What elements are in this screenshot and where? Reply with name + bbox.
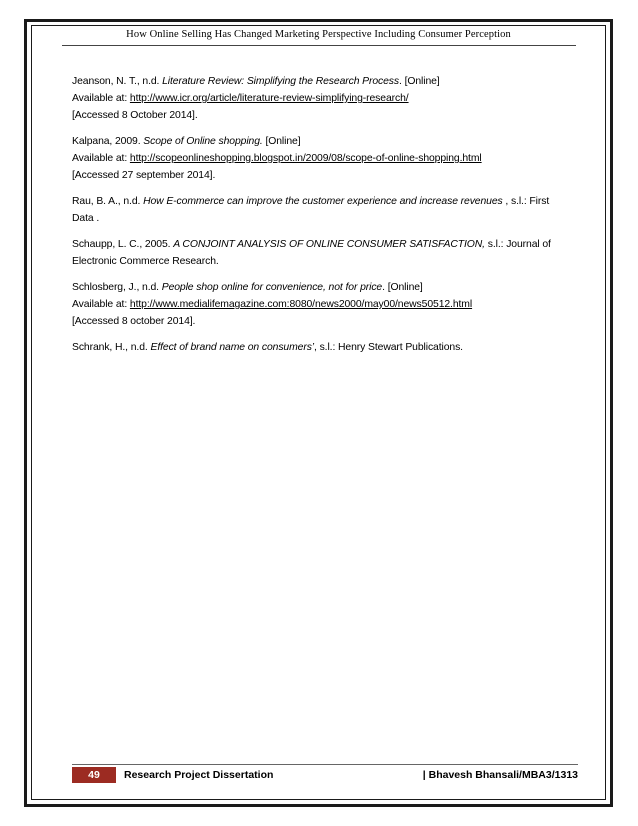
reference-list [72, 73, 572, 365]
available-at-label: Available at: [72, 299, 130, 310]
footer-author-id: | Bhavesh Bhansali/MBA3/1313 [422, 769, 578, 781]
reference-citation-line [72, 339, 572, 356]
reference-item [72, 193, 572, 227]
reference-item [72, 339, 572, 356]
reference-source: , s.l.: Henry Stewart Publications. [314, 342, 463, 353]
reference-url-link[interactable]: http://www.medialifemagazine.com:8080/news2000/may00/news50512.html [129, 299, 473, 310]
reference-title: A CONJOINT ANALYSIS OF ONLINE CONSUMER SATISFACTION, [173, 239, 485, 250]
header-rule [62, 45, 576, 46]
reference-item [72, 279, 572, 330]
reference-author: Kalpana, 2009. [72, 136, 144, 147]
reference-citation-line [72, 193, 572, 227]
reference-author: Jeanson, N. T., n.d. [72, 76, 163, 87]
footer-rule [72, 764, 578, 765]
reference-item [72, 236, 572, 270]
reference-item [72, 133, 572, 184]
reference-source: . [Online] [382, 282, 423, 293]
reference-accessed: [Accessed 8 october 2014]. [72, 316, 196, 327]
reference-accessed: [Accessed 8 October 2014]. [72, 110, 198, 121]
reference-url-link[interactable]: http://www.icr.org/article/literature-review-simplifying-research/ [129, 93, 409, 104]
reference-availability-line [72, 150, 572, 167]
available-at-label: Available at: [72, 153, 130, 164]
reference-title: Scope of Online shopping. [143, 136, 263, 147]
reference-author: Schrank, H., n.d. [72, 342, 151, 353]
reference-author: Schaupp, L. C., 2005. [72, 239, 174, 250]
reference-availability-line [72, 90, 572, 107]
reference-url-link[interactable]: http://scopeonlineshopping.blogspot.in/2009/08/scope-of-online-shopping.html [129, 153, 482, 164]
reference-item [72, 73, 572, 124]
reference-title: Effect of brand name on consumers’ [150, 342, 314, 353]
reference-citation-line [72, 73, 572, 90]
reference-availability-line [72, 296, 572, 313]
available-at-label: Available at: [72, 93, 130, 104]
reference-author: Schlosberg, J., n.d. [72, 282, 162, 293]
reference-citation-line [72, 236, 572, 270]
reference-citation-line [72, 133, 572, 150]
footer-document-title: Research Project Dissertation [124, 769, 274, 781]
reference-source: [Online] [262, 136, 301, 147]
reference-source: , s.l.: First Data . [72, 196, 550, 224]
page-number-badge: 49 [72, 767, 116, 783]
reference-source: s.l.: Journal of Electronic Commerce Research. [72, 239, 551, 267]
reference-title: Literature Review: Simplifying the Research Process [162, 76, 399, 87]
reference-author: Rau, B. A., n.d. [72, 196, 144, 207]
reference-title: People shop online for convenience, not for price [161, 282, 383, 293]
reference-source: . [Online] [399, 76, 440, 87]
reference-title: How E-commerce can improve the customer experience and increase revenues [143, 196, 503, 207]
reference-accessed: [Accessed 27 september 2014]. [72, 170, 216, 181]
reference-citation-line [72, 279, 572, 296]
running-header: How Online Selling Has Changed Marketing Perspective Including Consumer Perception [126, 29, 511, 40]
